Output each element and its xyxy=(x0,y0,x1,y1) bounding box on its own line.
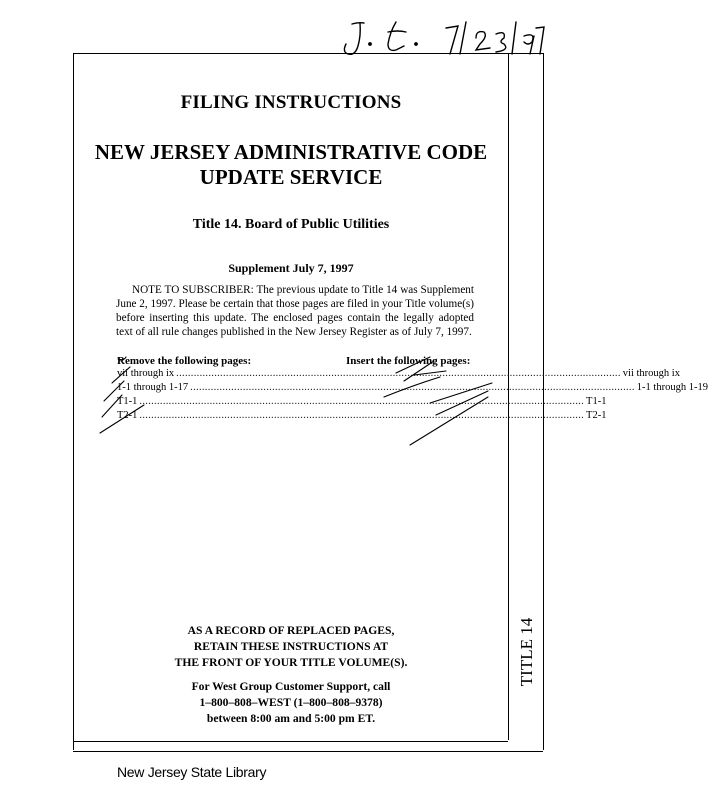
retain-line1: AS A RECORD OF REPLACED PAGES, xyxy=(187,624,395,637)
insert-pages: 1-1 through 1-19 xyxy=(636,382,708,393)
title-subtitle: Title 14. Board of Public Utilities xyxy=(192,217,390,232)
insert-pages: T1-1 xyxy=(586,396,607,407)
title-tab xyxy=(514,612,540,692)
library-footer: New Jersey State Library xyxy=(117,764,267,780)
leader-dots: ........................................................................................................................................................ xyxy=(190,382,635,393)
remove-pages: T1-1 xyxy=(117,396,138,407)
retain-line3: THE FRONT OF YOUR TITLE VOLUME(S). xyxy=(174,656,408,669)
remove-pages: vii through ix xyxy=(117,368,175,379)
remove-heading: Remove the following pages: xyxy=(117,355,252,367)
retain-instructions xyxy=(74,623,508,671)
code-title-line2: UPDATE SERVICE xyxy=(199,165,383,189)
code-title xyxy=(74,140,508,190)
insert-pages: vii through ix xyxy=(622,368,680,379)
remove-pages: T2-1 xyxy=(117,410,138,421)
leader-dots: ........................................................................................................................................................ xyxy=(139,410,585,421)
supplement-date: Supplement July 7, 1997 xyxy=(228,261,354,275)
support-line2: 1–800–808–WEST (1–800–808–9378) xyxy=(199,696,383,709)
customer-support xyxy=(74,679,508,727)
code-title-line1: NEW JERSEY ADMINISTRATIVE CODE xyxy=(94,140,488,164)
support-line1: For West Group Customer Support, call xyxy=(191,680,391,693)
frame-inner-bottom xyxy=(73,741,508,742)
insert-heading: Insert the following pages: xyxy=(346,355,471,367)
support-line3: between 8:00 am and 5:00 pm ET. xyxy=(206,712,376,725)
leader-dots: ........................................................................................................................................................ xyxy=(139,396,585,407)
insert-pages: T2-1 xyxy=(586,410,607,421)
retain-line2: RETAIN THESE INSTRUCTIONS AT xyxy=(193,640,389,653)
subscriber-note: NOTE TO SUBSCRIBER: The previous update to Title 14 was Supplement June 2, 1997. Please be certain that those pages are filed in your Title volume(s) before inserting this update. The enclosed pages contain the legally adopted text of all rule changes published in the New Jersey Register as of July 7, 1997. xyxy=(116,284,474,338)
title-tab-label: TITLE 14 xyxy=(517,617,536,687)
leader-dots: ........................................................................................................................................................ xyxy=(176,368,621,379)
page-title: FILING INSTRUCTIONS xyxy=(180,92,402,113)
handwritten-strikes xyxy=(74,355,508,465)
remove-pages: 1-1 through 1-17 xyxy=(117,382,189,393)
